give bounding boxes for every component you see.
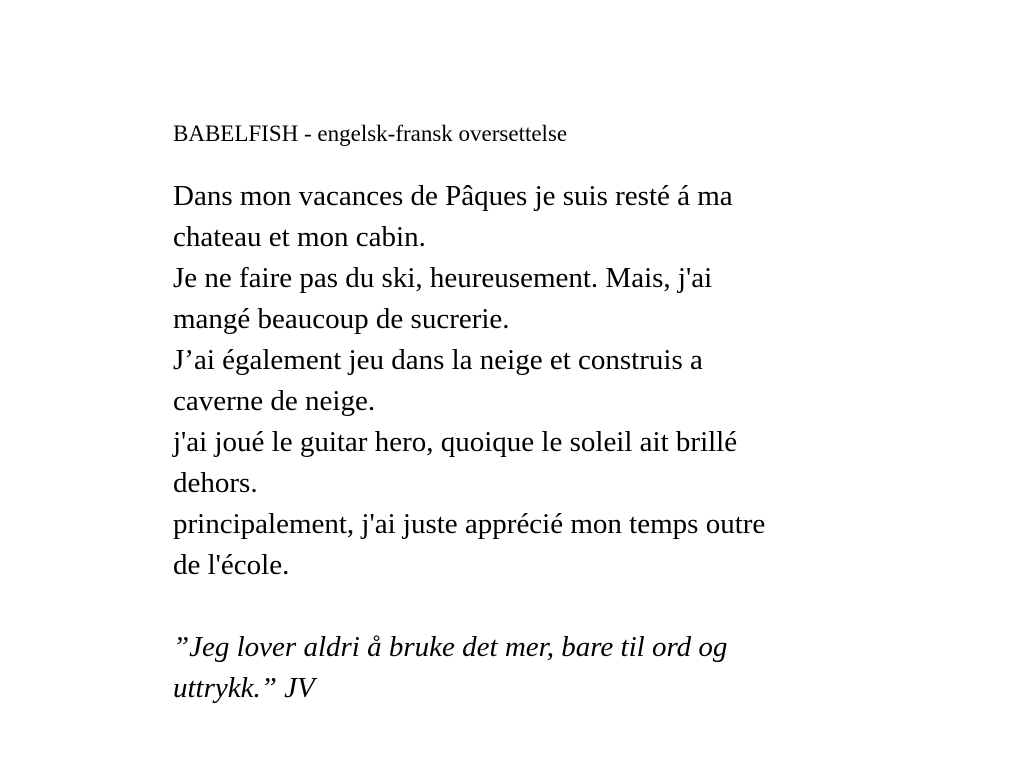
body-line: mangé beaucoup de sucrerie. xyxy=(173,303,510,335)
paragraph-spacer xyxy=(173,586,913,627)
slide-body xyxy=(173,176,913,709)
body-line: j'ai joué le guitar hero, quoique le soleil ait brillé xyxy=(173,426,738,458)
body-line: Dans mon vacances de Pâques je suis resté á ma xyxy=(173,180,733,212)
quote-line: uttrykk.” JV xyxy=(173,672,315,704)
body-line: J’ai également jeu dans la neige et construis a xyxy=(173,344,703,376)
body-line: Je ne faire pas du ski, heureusement. Mais, j'ai xyxy=(173,262,713,294)
body-line: principalement, j'ai juste apprécié mon temps outre xyxy=(173,508,766,540)
body-line: caverne de neige. xyxy=(173,385,376,417)
quote-line: ”Jeg lover aldri å bruke det mer, bare til ord og xyxy=(173,631,728,663)
body-line: chateau et mon cabin. xyxy=(173,221,426,253)
body-line: de l'école. xyxy=(173,549,290,581)
slide-title: BABELFISH - engelsk-fransk oversettelse xyxy=(173,121,568,146)
slide xyxy=(173,118,913,709)
body-line: dehors. xyxy=(173,467,258,499)
